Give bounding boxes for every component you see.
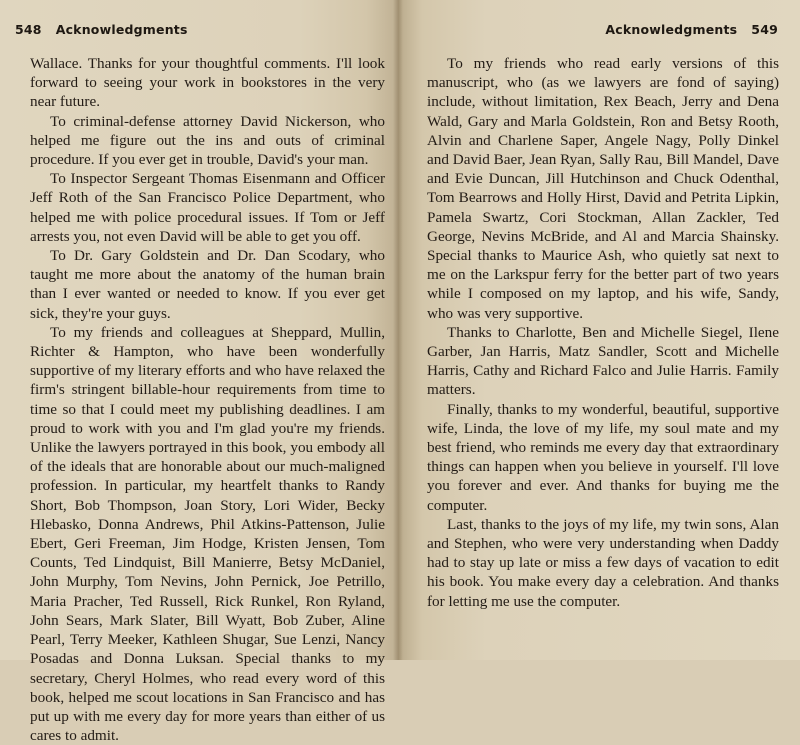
right-running-head-title: Acknowledgments — [605, 22, 738, 37]
left-page-number: 548 — [15, 22, 42, 37]
right-paragraph-2: Thanks to Charlotte, Ben and Michelle Siegel, Ilene Garber, Jan Harris, Matz Sandler, Scott and Michelle Harris, Cathy and Richard Falco and Julie Harris. Family matters. — [427, 323, 779, 399]
left-paragraph-5: To my friends and colleagues at Sheppard, Mullin, Richter & Hampton, who have been wonderfully supportive of my literary efforts and who have relaxed the firm's stringent billable-hour requirements from time to time so that I could meet my publishing deadlines. I am proud to work with you and I'm glad you're my friends. Unlike the lawyers portrayed in this book, you embody all of the ideals that are honorable about our much-maligned profession. In particular, my heartfelt thanks to Randy Short, Bob Thompson, Joan Story, Lori Wider, Becky Hlebasko, Donna Andrews, Phil Atkins-Pattenson, Julie Ebert, Geri Freeman, Jim Hodge, Kristen Jensen, Tom Counts, Ted Lindquist, Bill Manierre, Betsy McDaniel, John Murphy, Tom Nevins, John Pernick, Joe Petrillo, Maria Pracher, Ted Russell, Rick Runkel, Ron Ryland, John Sears, Mark Slater, Bill Wyatt, Bob Zuber, Aline Pearl, Terry Meeker, Kathleen Shugar, Sue Lenzi, Nancy Posadas and Donna Luksan. Special thanks to my secretary, Cheryl Holmes, who read every word of this book, helped me scout locations in San Francisco and has put up with me every day for more years than either of us cares to admit. — [30, 323, 385, 745]
right-paragraph-3: Finally, thanks to my wonderful, beautiful, supportive wife, Linda, the love of my life, my soul mate and my best friend, who reminds me every day that extraordinary things can happen when you believe in yourself. I'll love you forever and ever. And thanks for buying me the computer. — [427, 400, 779, 514]
book-gutter — [393, 0, 403, 660]
right-page-number: 549 — [751, 22, 778, 37]
left-paragraph-4: To Dr. Gary Goldstein and Dr. Dan Scodary, who taught me more about the anatomy of the human brain than I ever wanted or needed to know. If you ever get sick, they're your guys. — [30, 247, 385, 322]
right-body-text — [427, 54, 779, 611]
left-paragraph-3: To Inspector Sergeant Thomas Eisenmann and Officer Jeff Roth of the San Francisco Police Department, who helped me with police procedural issues. If Tom or Jeff arrests you, not even David will be able to get you off. — [30, 170, 385, 245]
left-page — [0, 0, 398, 745]
left-paragraph-1: Wallace. Thanks for your thoughtful comments. I'll look forward to seeing your work in bookstores in the very near future. — [30, 55, 385, 111]
left-running-head — [15, 22, 188, 37]
right-running-head — [605, 22, 778, 37]
left-running-head-title: Acknowledgments — [55, 22, 188, 37]
right-paragraph-1: To my friends who read early versions of this manuscript, who (as we lawyers are fond of saying) include, without limitation, Rex Beach, Jerry and Dena Wald, Gary and Marla Goldstein, Ron and Betsy Rooth, Alvin and Charlene Saper, Angele Nagy, Polly Dinkel and David Baer, Jean Ryan, Sally Rau, Bill Mandel, Dave and Evie Duncan, Jill Hutchinson and Chuck Odenthal, Tom Bearrows and Holly Hirst, David and Petrita Lipkin, Pamela Swartz, Cori Stockman, Allan Zackler, Ted George, Nevins McBride, and Al and Marcia Shainsky. Special thanks to Maurice Ash, who quietly sat next to me on the Larkspur ferry for the better part of two years while I composed on my laptop, and his wife, Sandy, who was very supportive. — [427, 55, 779, 322]
right-page — [398, 0, 800, 660]
left-paragraph-2: To criminal-defense attorney David Nickerson, who helped me figure out the ins and outs of criminal procedure. If you ever get in trouble, David's your man. — [30, 112, 385, 169]
right-paragraph-4: Last, thanks to the joys of my life, my twin sons, Alan and Stephen, who were very understanding when Daddy had to stay up late or miss a few days of vacation to edit his book. You make every day a celebration. And thanks for letting me use the computer. — [427, 515, 779, 610]
left-body-text — [30, 54, 385, 745]
